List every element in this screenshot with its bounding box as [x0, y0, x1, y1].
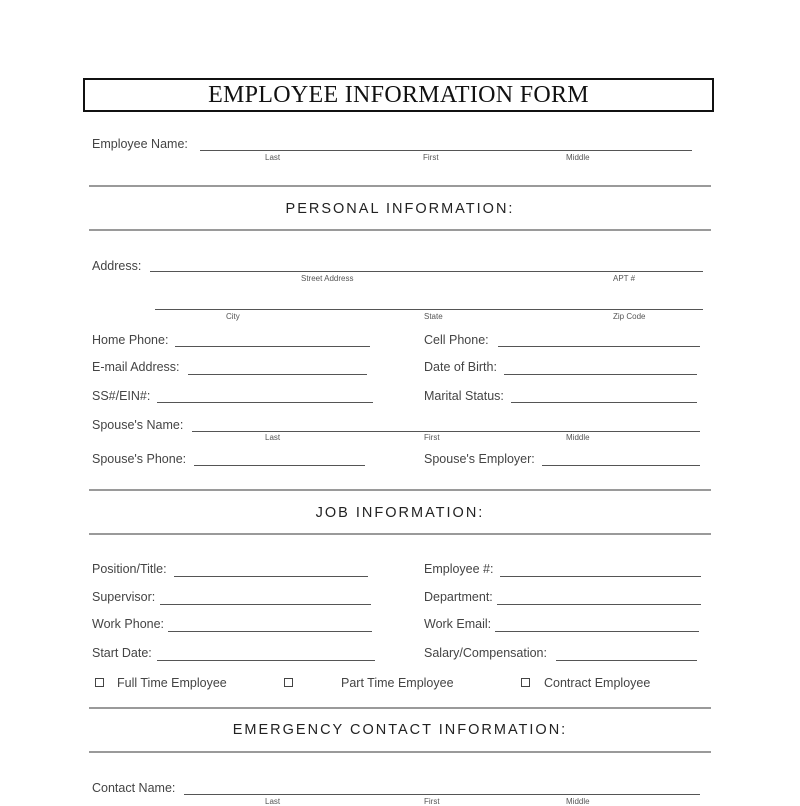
section-divider: [89, 707, 711, 709]
home-phone-label: Home Phone:: [92, 333, 169, 347]
work-phone-label: Work Phone:: [92, 617, 165, 631]
apt-caption: APT #: [613, 274, 636, 283]
state-caption: State: [424, 312, 443, 321]
cell-phone-label: Cell Phone:: [424, 333, 489, 347]
personal-section-heading: PERSONAL INFORMATION:: [285, 201, 515, 217]
dob-label: Date of Birth:: [424, 360, 497, 374]
full-time-checkbox[interactable]: [95, 678, 104, 687]
work-phone-field[interactable]: [168, 631, 372, 632]
contact-name-label: Contact Name:: [92, 781, 176, 795]
contact-first-caption: First: [424, 797, 440, 806]
employee-name-last-caption: Last: [265, 153, 281, 162]
city-state-zip-field[interactable]: [155, 309, 703, 310]
form-title: EMPLOYEE INFORMATION FORM: [208, 81, 589, 108]
zip-caption: Zip Code: [613, 312, 646, 321]
work-email-field[interactable]: [495, 631, 699, 632]
employee-name-label: Employee Name:: [92, 137, 188, 151]
contact-middle-caption: Middle: [566, 797, 590, 806]
spouse-phone-label: Spouse's Phone:: [92, 452, 187, 466]
city-caption: City: [226, 312, 240, 321]
email-label: E-mail Address:: [92, 360, 180, 374]
supervisor-field[interactable]: [160, 604, 371, 605]
street-address-field[interactable]: [150, 271, 703, 272]
work-email-label: Work Email:: [424, 617, 492, 631]
part-time-checkbox[interactable]: [284, 678, 293, 687]
cell-phone-field[interactable]: [498, 346, 700, 347]
email-field[interactable]: [188, 374, 367, 375]
spouse-phone-field[interactable]: [194, 465, 365, 466]
section-divider: [89, 229, 711, 231]
position-label: Position/Title:: [92, 562, 167, 576]
salary-field[interactable]: [556, 660, 697, 661]
department-field[interactable]: [497, 604, 701, 605]
department-label: Department:: [424, 590, 493, 604]
section-divider: [89, 533, 711, 535]
job-section-heading: JOB INFORMATION:: [315, 505, 485, 521]
start-date-field[interactable]: [157, 660, 375, 661]
contact-name-field[interactable]: [184, 794, 700, 795]
spouse-last-caption: Last: [265, 433, 281, 442]
marital-status-label: Marital Status:: [424, 389, 504, 403]
form-title-box: [83, 78, 714, 112]
section-divider: [89, 751, 711, 753]
position-field[interactable]: [174, 576, 368, 577]
spouse-name-label: Spouse's Name:: [92, 418, 184, 432]
employee-name-middle-caption: Middle: [566, 153, 590, 162]
dob-field[interactable]: [504, 374, 697, 375]
address-label: Address:: [92, 259, 142, 273]
full-time-label: Full Time Employee: [117, 676, 227, 690]
employee-number-label: Employee #:: [424, 562, 494, 576]
home-phone-field[interactable]: [175, 346, 370, 347]
marital-status-field[interactable]: [511, 402, 697, 403]
contact-last-caption: Last: [265, 797, 281, 806]
salary-label: Salary/Compensation:: [424, 646, 547, 660]
part-time-label: Part Time Employee: [341, 676, 454, 690]
ssn-label: SS#/EIN#:: [92, 389, 151, 403]
supervisor-label: Supervisor:: [92, 590, 156, 604]
ssn-field[interactable]: [157, 402, 373, 403]
employee-name-field[interactable]: [200, 150, 692, 151]
employee-number-field[interactable]: [500, 576, 701, 577]
contract-label: Contract Employee: [544, 676, 651, 690]
employee-name-first-caption: First: [423, 153, 439, 162]
spouse-name-field[interactable]: [192, 431, 700, 432]
section-divider: [89, 185, 711, 187]
spouse-employer-label: Spouse's Employer:: [424, 452, 535, 466]
street-address-caption: Street Address: [301, 274, 354, 283]
contract-checkbox[interactable]: [521, 678, 530, 687]
start-date-label: Start Date:: [92, 646, 152, 660]
section-divider: [89, 489, 711, 491]
emergency-section-heading: EMERGENCY CONTACT INFORMATION:: [232, 722, 568, 738]
spouse-employer-field[interactable]: [542, 465, 700, 466]
spouse-first-caption: First: [424, 433, 440, 442]
spouse-middle-caption: Middle: [566, 433, 590, 442]
